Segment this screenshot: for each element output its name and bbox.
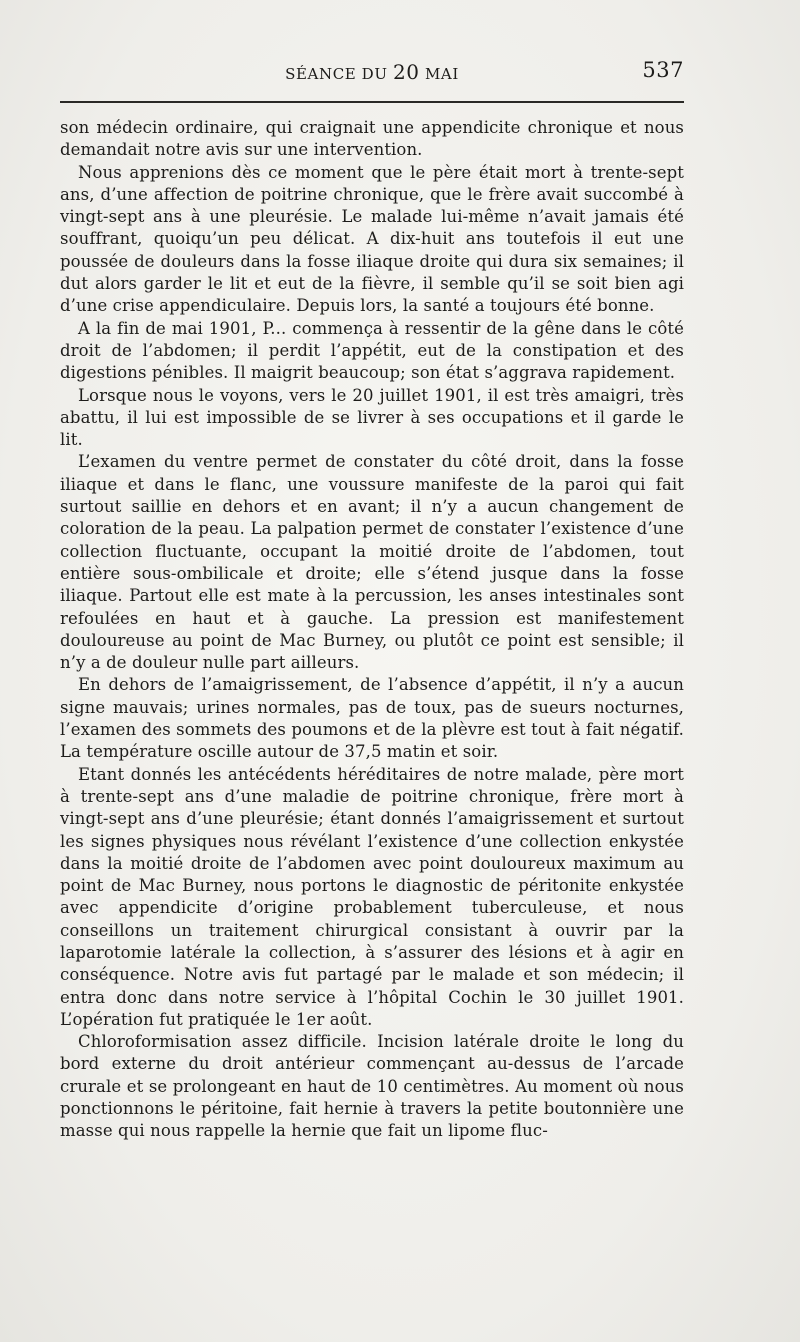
running-title-day: 20: [392, 60, 420, 84]
paragraph-examination-date: Lorsque nous le voyons, vers le 20 juillet 1901, il est très amaigri, très abattu, il lui est impossible de se livrer à ses occupations et il garde le lit.: [60, 385, 684, 450]
running-title-month: MAI: [424, 65, 459, 83]
paragraph-family-history: Nous apprenions dès ce moment que le père était mort à trente-sept ans, d’une affection de poitrine chronique, que le frère avait succombé à vingt-sept ans à une pleurésie. Le malade lui-même n’avait jamais été souffrant, quoiqu’un peu délicat. A dix-huit ans toutefois il eut une poussée de douleurs dans la fosse iliaque droite qui dura six semaines; il dut alors garder le lit et eut de la fièvre, il semble qu’il se soit bien agi d’une crise appendiculaire. Depuis lors, la santé a toujours été bonne.: [60, 162, 684, 316]
paragraph-diagnosis: Etant donnés les antécédents héréditaires de notre malade, père mort à trente-sept ans d’une maladie de poitrine chronique, frère mort à vingt-sept ans d’une pleurésie; étant donnés l’amaigrissement et surtout les signes physiques nous révélant l’existence d’une collection enkystée dans la moitié droite de l’abdomen avec point douloureux maximum au point de Mac Burney, nous portons le diagnostic de péritonite enkystée avec appendicite d’origine probablement tuberculeuse, et nous conseillons un traitement chirurgical consistant à ouvrir par la laparotomie latérale la collection, à s’assurer des lésions et à agir en conséquence. Notre avis fut partagé par le malade et son médecin; il entra donc dans notre service à l’hôpital Cochin le 30 juillet 1901. L’opération fut pratiquée le 1er août.: [60, 764, 684, 1029]
header-rule: [60, 101, 684, 103]
paragraph-onset: A la fin de mai 1901, P... commença à ressentir de la gêne dans le côté droit de l’abdomen; il perdit l’appétit, eut de la constipation et des digestions pénibles. Il maigrit beaucoup; son état s’aggrava rapidement.: [60, 318, 684, 383]
page-number: 537: [642, 58, 684, 82]
page-header: [60, 58, 684, 88]
paragraph-operation: Chloroformisation assez difficile. Incision latérale droite le long du bord externe du droit antérieur commençant au-dessus de l’arcade crurale et se prolongeant en haut de 10 centimètres. Au moment où nous ponctionnons le péritoine, fait hernie à travers la petite boutonnière une masse qui nous rappelle la hernie que fait un lipome fluc-: [60, 1032, 684, 1141]
running-title: [60, 60, 684, 84]
paragraph-abdominal-exam: L’examen du ventre permet de constater du côté droit, dans la fosse iliaque et dans le flanc, une voussure manifeste de la paroi qui fait surtout saillie en dehors et en avant; il n’y a aucun changement de coloration de la peau. La palpation permet de constater l’existence d’une collection fluctuante, occupant la moitié droite de l’abdomen, tout entière sous-ombilicale et droite; elle s’étend jusque dans la fosse iliaque. Partout elle est mate à la percussion, les anses intestinales sont refoulées en haut et à gauche. La pression est manifestement douloureuse au point de Mac Burney, ou plutôt ce point est sensible; il n’y a de douleur nulle part ailleurs.: [60, 452, 684, 673]
running-title-prefix: SÉANCE DU: [285, 65, 388, 83]
paragraph-general-signs: En dehors de l’amaigrissement, de l’absence d’appétit, il n’y a aucun signe mauvais; urines normales, pas de toux, pas de sueurs nocturnes, l’examen des sommets des poumons et de la plèvre est tout à fait négatif. La température oscille autour de 37,5 matin et soir.: [60, 675, 684, 762]
paragraph-continued: son médecin ordinaire, qui craignait une appendicite chronique et nous demandait notre avis sur une intervention.: [60, 118, 684, 160]
body-text: [60, 117, 684, 1143]
